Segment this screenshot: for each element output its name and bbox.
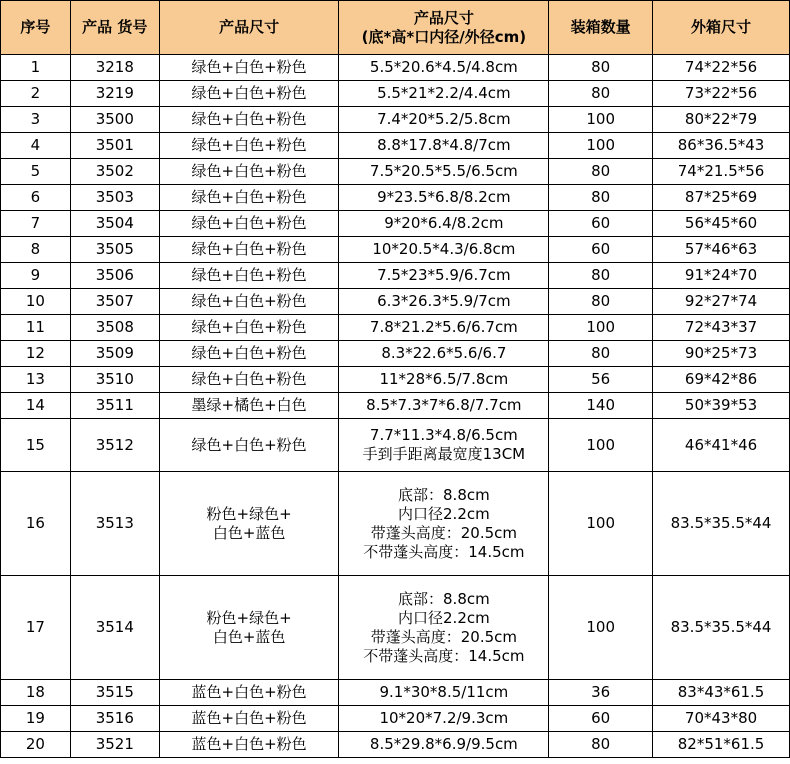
cell-product-size[interactable] — [339, 211, 549, 237]
cell-line: 9*20*6.4/8.2cm — [384, 214, 504, 232]
cell-carton-quantity[interactable]: 100 — [549, 576, 653, 680]
table-row — [1, 576, 790, 680]
cell-carton-size[interactable]: 46*41*46 — [653, 419, 790, 472]
cell-product-color[interactable] — [159, 315, 339, 341]
cell-serial-number[interactable]: 8 — [1, 237, 71, 263]
cell-line: 10*20.5*4.3/6.8cm — [372, 240, 516, 258]
cell-carton-quantity[interactable]: 60 — [549, 706, 653, 732]
cell-line: 绿色+白色+粉色 — [191, 292, 307, 310]
cell-carton-quantity[interactable]: 60 — [549, 211, 653, 237]
cell-carton-quantity[interactable]: 56 — [549, 367, 653, 393]
table-row — [1, 706, 790, 732]
cell-serial-number[interactable]: 10 — [1, 289, 71, 315]
cell-line: 不带蓬头高度：14.5cm — [363, 542, 525, 561]
cell-line: 墨绿+橘色+白色 — [191, 396, 307, 414]
cell-product-color[interactable] — [159, 289, 339, 315]
cell-carton-size[interactable]: 70*43*80 — [653, 706, 790, 732]
cell-carton-size[interactable]: 82*51*61.5 — [653, 732, 790, 758]
cell-product-sku[interactable]: 3514 — [70, 576, 159, 680]
cell-product-size[interactable] — [339, 185, 549, 211]
cell-line: 白色+蓝色 — [212, 627, 286, 646]
cell-carton-size[interactable]: 91*24*70 — [653, 263, 790, 289]
cell-line: 绿色+白色+粉色 — [191, 240, 307, 258]
cell-product-color[interactable] — [159, 393, 339, 419]
cell-carton-quantity[interactable]: 60 — [549, 237, 653, 263]
cell-line: 绿色+白色+粉色 — [191, 214, 307, 232]
cell-product-size[interactable] — [339, 367, 549, 393]
cell-product-sku[interactable]: 3500 — [70, 107, 159, 133]
cell-serial-number[interactable]: 1 — [1, 55, 71, 81]
cell-carton-quantity[interactable]: 80 — [549, 81, 653, 107]
cell-line: 绿色+白色+粉色 — [191, 188, 307, 206]
cell-serial-number[interactable]: 19 — [1, 706, 71, 732]
cell-line: 7.7*11.3*4.8/6.5cm — [369, 426, 518, 444]
cell-line: 底部：8.8cm — [398, 485, 490, 504]
cell-product-sku[interactable]: 3509 — [70, 341, 159, 367]
cell-product-color[interactable] — [159, 732, 339, 758]
table-row — [1, 107, 790, 133]
cell-product-color[interactable] — [159, 159, 339, 185]
cell-product-size[interactable] — [339, 472, 549, 576]
cell-carton-quantity[interactable]: 100 — [549, 315, 653, 341]
cell-carton-quantity[interactable]: 80 — [549, 341, 653, 367]
cell-serial-number[interactable]: 14 — [1, 393, 71, 419]
cell-carton-quantity[interactable]: 140 — [549, 393, 653, 419]
table-row — [1, 55, 790, 81]
cell-line: 内口径2.2cm — [398, 608, 490, 627]
cell-product-sku[interactable]: 3503 — [70, 185, 159, 211]
cell-product-sku[interactable]: 3515 — [70, 680, 159, 706]
cell-carton-quantity[interactable]: 100 — [549, 419, 653, 472]
cell-line: 绿色+白色+粉色 — [191, 344, 307, 362]
cell-product-size[interactable] — [339, 107, 549, 133]
cell-carton-size[interactable]: 83*43*61.5 — [653, 680, 790, 706]
cell-line: 不带蓬头高度：14.5cm — [363, 646, 525, 665]
cell-line: 手到手距离最宽度13CM — [362, 445, 526, 463]
cell-carton-quantity[interactable]: 80 — [549, 263, 653, 289]
cell-line: 蓝色+白色+粉色 — [191, 709, 307, 727]
cell-product-sku[interactable]: 3218 — [70, 55, 159, 81]
cell-line: 7.8*21.2*5.6/6.7cm — [369, 318, 518, 336]
header-serial-number[interactable] — [1, 1, 71, 55]
cell-product-sku[interactable]: 3506 — [70, 263, 159, 289]
cell-product-sku[interactable]: 3505 — [70, 237, 159, 263]
cell-line: 底部：8.8cm — [398, 589, 490, 608]
cell-carton-size[interactable]: 92*27*74 — [653, 289, 790, 315]
header-product-size[interactable] — [339, 1, 549, 55]
cell-product-size[interactable] — [339, 576, 549, 680]
cell-product-sku[interactable]: 3504 — [70, 211, 159, 237]
cell-product-color[interactable] — [159, 133, 339, 159]
table-row — [1, 315, 790, 341]
cell-line: 8.5*29.8*6.9/9.5cm — [369, 735, 518, 753]
cell-line: 7.5*20.5*5.5/6.5cm — [369, 162, 518, 180]
cell-product-color[interactable] — [159, 107, 339, 133]
cell-carton-size[interactable]: 50*39*53 — [653, 393, 790, 419]
table-row — [1, 133, 790, 159]
cell-product-color[interactable] — [159, 263, 339, 289]
cell-line: 绿色+白色+粉色 — [191, 370, 307, 388]
cell-product-size[interactable] — [339, 341, 549, 367]
cell-product-size[interactable] — [339, 732, 549, 758]
cell-line: 绿色+白色+粉色 — [191, 162, 307, 180]
cell-carton-quantity[interactable]: 80 — [549, 159, 653, 185]
cell-product-sku[interactable]: 3513 — [70, 472, 159, 576]
cell-line: 绿色+白色+粉色 — [191, 84, 307, 102]
cell-product-size[interactable] — [339, 263, 549, 289]
cell-carton-size[interactable]: 57*46*63 — [653, 237, 790, 263]
header-text: 外箱尺寸 — [691, 18, 752, 36]
cell-line: 7.5*23*5.9/6.7cm — [377, 266, 511, 284]
cell-carton-size[interactable]: 74*22*56 — [653, 55, 790, 81]
cell-carton-quantity[interactable]: 80 — [549, 732, 653, 758]
cell-carton-quantity[interactable]: 100 — [549, 107, 653, 133]
cell-product-color[interactable] — [159, 706, 339, 732]
cell-line: 绿色+白色+粉色 — [191, 58, 307, 76]
header-text: 装箱数量 — [570, 18, 631, 36]
cell-line: 8.3*22.6*5.6/6.7 — [381, 344, 507, 362]
cell-line: 带蓬头高度：20.5cm — [370, 627, 517, 646]
cell-carton-size[interactable]: 72*43*37 — [653, 315, 790, 341]
cell-line: 白色+蓝色 — [212, 523, 286, 542]
header-text: 产品尺寸 — [413, 8, 474, 27]
table-row — [1, 185, 790, 211]
cell-product-sku[interactable]: 3219 — [70, 81, 159, 107]
cell-product-color[interactable] — [159, 419, 339, 472]
cell-line: 5.5*21*2.2/4.4cm — [377, 84, 511, 102]
header-row — [1, 1, 790, 55]
header-carton-quantity[interactable] — [549, 1, 653, 55]
cell-product-color[interactable] — [159, 367, 339, 393]
cell-product-color[interactable] — [159, 341, 339, 367]
cell-product-sku[interactable]: 3521 — [70, 732, 159, 758]
table-row — [1, 211, 790, 237]
cell-product-size[interactable] — [339, 289, 549, 315]
cell-product-sku[interactable]: 3516 — [70, 706, 159, 732]
table-row — [1, 341, 790, 367]
cell-line: 蓝色+白色+粉色 — [191, 683, 307, 701]
cell-serial-number[interactable]: 9 — [1, 263, 71, 289]
cell-product-color[interactable] — [159, 55, 339, 81]
cell-product-color[interactable] — [159, 680, 339, 706]
cell-line: 蓝色+白色+粉色 — [191, 735, 307, 753]
cell-line: 内口径2.2cm — [398, 504, 490, 523]
cell-carton-quantity[interactable]: 100 — [549, 472, 653, 576]
cell-carton-size[interactable]: 90*25*73 — [653, 341, 790, 367]
cell-serial-number[interactable]: 15 — [1, 419, 71, 472]
table-row — [1, 732, 790, 758]
cell-serial-number[interactable]: 2 — [1, 81, 71, 107]
cell-product-color[interactable] — [159, 472, 339, 576]
cell-line: 8.8*17.8*4.8/7cm — [377, 136, 511, 154]
cell-line: 绿色+白色+粉色 — [191, 266, 307, 284]
cell-line: 粉色+绿色+ — [206, 608, 292, 627]
cell-serial-number[interactable]: 5 — [1, 159, 71, 185]
table-row — [1, 289, 790, 315]
cell-carton-quantity[interactable]: 36 — [549, 680, 653, 706]
cell-carton-size[interactable]: 83.5*35.5*44 — [653, 576, 790, 680]
cell-serial-number[interactable]: 4 — [1, 133, 71, 159]
cell-serial-number[interactable]: 7 — [1, 211, 71, 237]
cell-serial-number[interactable]: 12 — [1, 341, 71, 367]
cell-serial-number[interactable]: 3 — [1, 107, 71, 133]
table-row — [1, 472, 790, 576]
cell-line: 带蓬头高度：20.5cm — [370, 523, 517, 542]
cell-product-size[interactable] — [339, 419, 549, 472]
cell-product-sku[interactable]: 3502 — [70, 159, 159, 185]
cell-carton-quantity[interactable]: 80 — [549, 289, 653, 315]
header-text: 产品尺寸 — [219, 18, 280, 36]
cell-line: 6.3*26.3*5.9/7cm — [377, 292, 511, 310]
table-row — [1, 680, 790, 706]
cell-product-color[interactable] — [159, 211, 339, 237]
cell-product-size[interactable] — [339, 315, 549, 341]
cell-product-color[interactable] — [159, 237, 339, 263]
cell-serial-number[interactable]: 6 — [1, 185, 71, 211]
cell-line: 9.1*30*8.5/11cm — [379, 683, 509, 701]
cell-line: 11*28*6.5/7.8cm — [379, 370, 509, 388]
cell-line: 粉色+绿色+ — [206, 504, 292, 523]
cell-carton-size[interactable]: 69*42*86 — [653, 367, 790, 393]
cell-carton-size[interactable]: 73*22*56 — [653, 81, 790, 107]
cell-product-size[interactable] — [339, 159, 549, 185]
cell-carton-size[interactable]: 56*45*60 — [653, 211, 790, 237]
table-row — [1, 393, 790, 419]
cell-product-sku[interactable]: 3512 — [70, 419, 159, 472]
cell-product-sku[interactable]: 3511 — [70, 393, 159, 419]
cell-line: 7.4*20*5.2/5.8cm — [377, 110, 511, 128]
cell-product-color[interactable] — [159, 576, 339, 680]
cell-product-color[interactable] — [159, 81, 339, 107]
cell-serial-number[interactable]: 17 — [1, 576, 71, 680]
cell-product-size[interactable] — [339, 680, 549, 706]
cell-product-sku[interactable]: 3508 — [70, 315, 159, 341]
header-subtext: (底*高*口内径/外径cm) — [361, 27, 527, 46]
cell-product-color[interactable] — [159, 185, 339, 211]
table-row — [1, 263, 790, 289]
cell-carton-size[interactable]: 83.5*35.5*44 — [653, 472, 790, 576]
header-product-color[interactable] — [159, 1, 339, 55]
cell-carton-size[interactable]: 87*25*69 — [653, 185, 790, 211]
cell-carton-size[interactable]: 74*21.5*56 — [653, 159, 790, 185]
table-row — [1, 237, 790, 263]
cell-serial-number[interactable]: 11 — [1, 315, 71, 341]
table-row — [1, 159, 790, 185]
cell-product-size[interactable] — [339, 55, 549, 81]
cell-product-size[interactable] — [339, 393, 549, 419]
cell-product-size[interactable] — [339, 81, 549, 107]
cell-line: 9*23.5*6.8/8.2cm — [377, 188, 511, 206]
header-carton-size[interactable] — [653, 1, 790, 55]
cell-line: 5.5*20.6*4.5/4.8cm — [369, 58, 518, 76]
table-row — [1, 419, 790, 472]
cell-carton-size[interactable]: 86*36.5*43 — [653, 133, 790, 159]
cell-serial-number[interactable]: 13 — [1, 367, 71, 393]
header-text: 序号 — [20, 18, 51, 36]
cell-line: 绿色+白色+粉色 — [191, 110, 307, 128]
cell-serial-number[interactable]: 16 — [1, 472, 71, 576]
cell-line: 8.5*7.3*7*6.8/7.7cm — [366, 396, 522, 414]
cell-carton-size[interactable]: 80*22*79 — [653, 107, 790, 133]
cell-serial-number[interactable]: 18 — [1, 680, 71, 706]
table-row — [1, 367, 790, 393]
table-row — [1, 81, 790, 107]
header-text: 产品 货号 — [82, 18, 148, 36]
cell-line: 绿色+白色+粉色 — [191, 136, 307, 154]
header-product-sku[interactable] — [70, 1, 159, 55]
cell-line: 绿色+白色+粉色 — [191, 318, 307, 336]
cell-product-size[interactable] — [339, 237, 549, 263]
cell-line: 绿色+白色+粉色 — [191, 435, 307, 454]
cell-carton-quantity[interactable]: 80 — [549, 185, 653, 211]
cell-line: 10*20*7.2/9.3cm — [379, 709, 509, 727]
cell-product-sku[interactable]: 3501 — [70, 133, 159, 159]
cell-product-size[interactable] — [339, 706, 549, 732]
cell-carton-quantity[interactable]: 80 — [549, 55, 653, 81]
cell-product-sku[interactable]: 3510 — [70, 367, 159, 393]
cell-product-size[interactable] — [339, 133, 549, 159]
cell-product-sku[interactable]: 3507 — [70, 289, 159, 315]
cell-carton-quantity[interactable]: 100 — [549, 133, 653, 159]
cell-serial-number[interactable]: 20 — [1, 732, 71, 758]
